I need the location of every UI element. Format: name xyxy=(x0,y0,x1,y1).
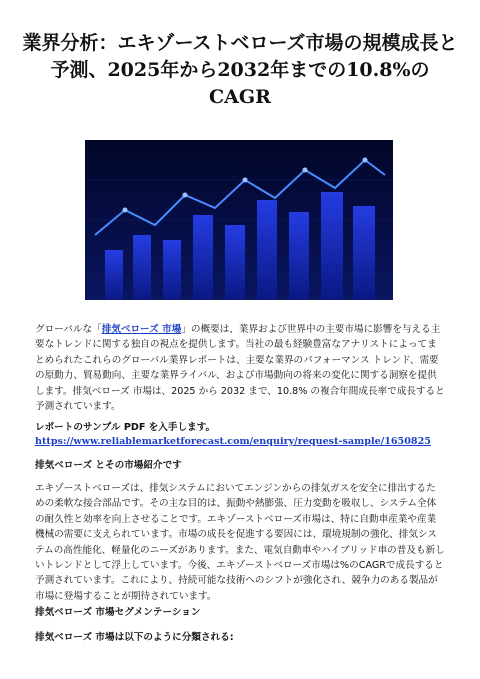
section-intro-heading: 排気ベローズ とその市場紹介です xyxy=(35,460,182,471)
sample-request xyxy=(35,421,445,449)
section-intro-body: エキゾーストベローズは、排気システムにおいてエンジンからの排気ガスを安全に排出するための柔軟な接合部品です。その主な目的は、振動や熱膨張、圧力変動を吸収し、システム全体の耐久性と効率を向上させることです。エキゾーストベローズ市場は、特に自動車産業や産業機械の需要に支えられています。市場の成長を促進する要因には、環境規制の強化、排気システムの高性能化、軽量化のニーズがあります。また、電気自動車やハイブリッド車の普及も新しいトレンドとして浮上しています。今後、エキゾーストベローズ市場は%のCAGRで成長すると予測されています。これにより、持続可能な技術へのシフトが強化され、競争力のある製品が市場に登場することが期待されています。 xyxy=(35,483,445,602)
hero-image xyxy=(85,140,393,300)
segmentation-heading: 排気ベローズ 市場セグメンテーション xyxy=(35,607,201,618)
intro-text-after: 」の概要は、業界および世界中の主要市場に影響を与える主要なトレンドに関する独自の視点を提供します。当社の最も経験豊富なアナリストによってまとめられたこれらのグローバル業界レポートは、主要な業界のパフォーマンス トレンド、需要の原動力、貿易動向、主要な業界ライバル、および市場動向の将来の変化に関する洞察を提供します。排気ベローズ 市場は、2025 から 2032 まで、10.8% の複合年間成長率で成長すると予測されています。 xyxy=(35,324,445,413)
page-title: 業界分析：エキゾーストベローズ市場の規模成長と予測、2025年から2032年までの10.8%のCAGR xyxy=(22,32,458,108)
bar-line-chart-illustration-icon xyxy=(85,140,393,300)
sample-label: レポートのサンプル PDF を入手します。 xyxy=(35,422,216,433)
sample-link[interactable]: https://www.reliablemarketforecast.com/enquiry/request-sample/1650825 xyxy=(35,436,431,447)
segmentation-intro: 排気ベローズ 市場は以下のように分類される: xyxy=(35,632,234,643)
intro-paragraph xyxy=(35,322,445,414)
market-link[interactable]: 排気ベローズ 市場 xyxy=(101,324,182,335)
intro-text-before: グローバルな「 xyxy=(35,324,102,335)
